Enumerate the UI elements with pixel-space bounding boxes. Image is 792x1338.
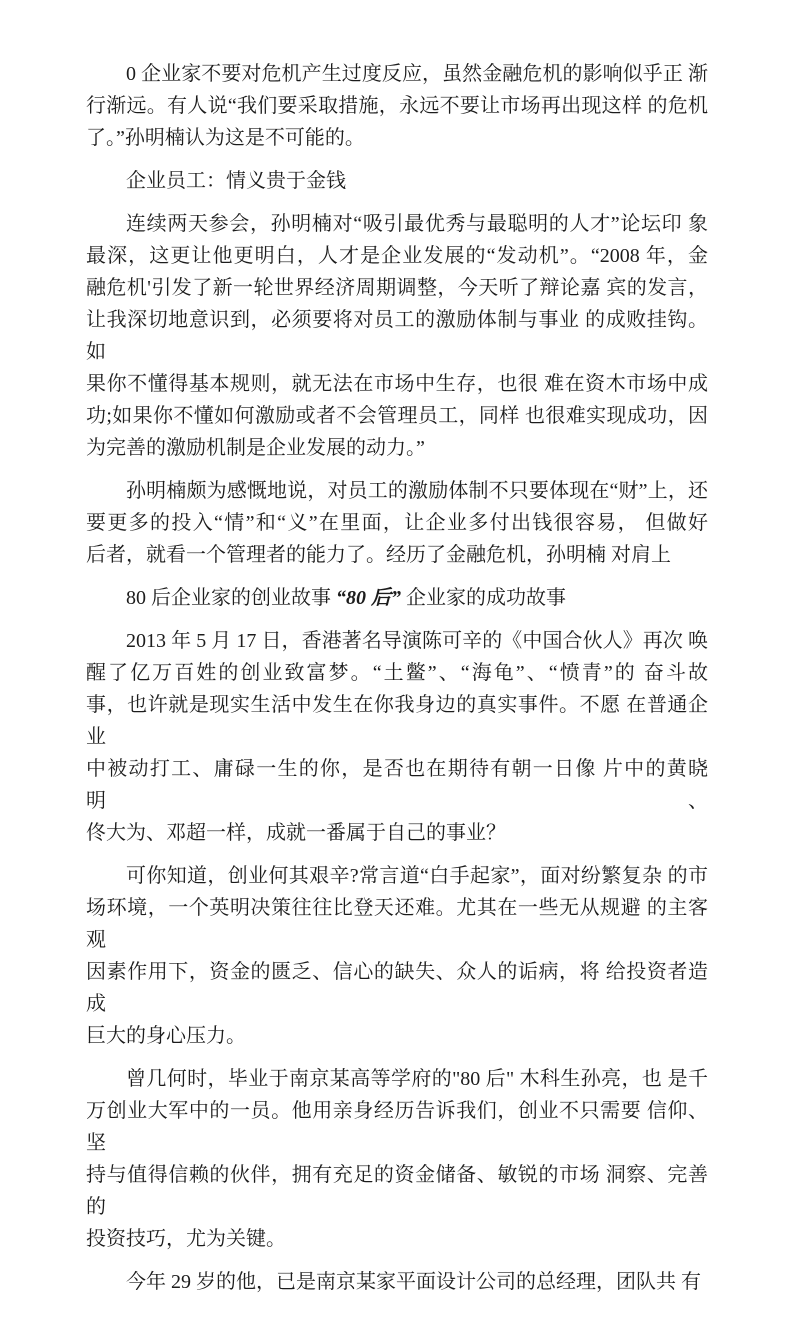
paragraph-line: 功;如果你不懂如何激励或者不会管理员工，同样 也很难实现成功，因 [86,405,708,427]
heading-line [86,582,708,614]
paragraph-line: 最深，这更让他更明白，人才是企业发展的“发动机”。“2008 年，金 [86,245,708,267]
paragraph-line: 场环境，一个英明决策往往比登天还难。尤其在一些无从规避 的主客观 [86,897,708,951]
paragraph-line: 因素作用下，资金的匮乏、信心的缺失、众人的诟病，将 给投资者造成 [86,961,708,1015]
reflection-paragraph [86,475,708,571]
paragraph-line: 0 企业家不要对危机产生过度反应，虽然金融危机的影响似乎正 渐 [126,63,708,85]
section-heading-employees [86,165,708,197]
document-content [86,58,708,1298]
paragraph-line: 让我深切地意识到，必须要将对员工的激励体制与事业 的成败挂钩。如 [86,309,708,363]
paragraph-line: 事，也许就是现实生活中发生在你我身边的真实事件。不愿 在普通企业 [86,694,708,748]
section-heading-80s [86,582,708,614]
paragraph-line: 要更多的投入“情”和“义”在里面，让企业多付出钱很容易， 但做好 [86,512,708,534]
paragraph-line: 了。”孙明楠认为这是不可能的。 [86,127,365,149]
paragraph-line: 持与值得信赖的伙伴，拥有充足的资金储备、敏锐的市场 洞察、完善的 [86,1164,708,1218]
paragraph-line: 醒了亿万百姓的创业致富梦。“土鳖”、“海龟”、“愤青”的 奋斗故 [86,662,708,684]
paragraph-line: 巨大的身心压力。 [86,1025,246,1047]
heading-line: 企业员工：情义贵于金钱 [126,170,346,192]
heading-segment: “80 后” [336,587,401,609]
paragraph-line: 为完善的激励机制是企业发展的动力。” [86,437,425,459]
forum-paragraph [86,208,708,464]
paragraph-line: 连续两天参会，孙明楠对“吸引最优秀与最聪明的人才”论坛印 象 [126,213,708,235]
opening-paragraph [86,58,708,154]
paragraph-line: 孙明楠颇为感慨地说，对员工的激励体制不只要体现在“财”上，还 [126,480,708,502]
closing-paragraph [86,1266,708,1298]
movie-paragraph [86,625,708,849]
hardship-paragraph [86,860,708,1052]
paragraph-line: 万创业大军中的一员。他用亲身经历告诉我们，创业不只需要 信仰、坚 [86,1100,708,1154]
paragraph-line: 投资技巧，尤为关键。 [86,1228,286,1250]
paragraph-line: 融危机'引发了新一轮世界经济周期调整，今天听了辩论嘉 宾的发言， [86,277,708,299]
paragraph-line: 可你知道，创业何其艰辛?常言道“白手起家”，面对纷繁复杂 的市 [126,865,708,887]
paragraph-line: 曾几何时，毕业于南京某高等学府的"80 后" 木科生孙亮，也 是千 [126,1068,708,1090]
paragraph-line: 2013 年 5 月 17 日，香港著名导演陈可辛的《中国合伙人》再次 唤 [126,630,708,652]
heading-segment: 80 后企业家的创业故事 [126,587,336,609]
paragraph-line: 今年 29 岁的他，已是南京某家平面设计公司的总经理，团队共 有 [126,1271,701,1293]
paragraph-line: 后者，就看一个管理者的能力了。经历了金融危机，孙明楠 对肩上 [86,544,671,566]
heading-segment: 企业家的成功故事 [401,587,566,609]
paragraph-line: 果你不懂得基本规则，就无法在市场中生存，也很 难在资木市场中成 [86,373,708,395]
paragraph-line: 佟大为、邓超一样，成就一番属于自己的事业？ [86,822,506,844]
paragraph-line: 中被动打工、庸碌一生的你，是否也在期待有朝一日像 片中的黄晓明、 [86,758,708,812]
paragraph-line: 行渐远。有人说“我们要采取措施，永远不要让市场再出现这样 的危机 [86,95,708,117]
sunliang-paragraph [86,1063,708,1255]
